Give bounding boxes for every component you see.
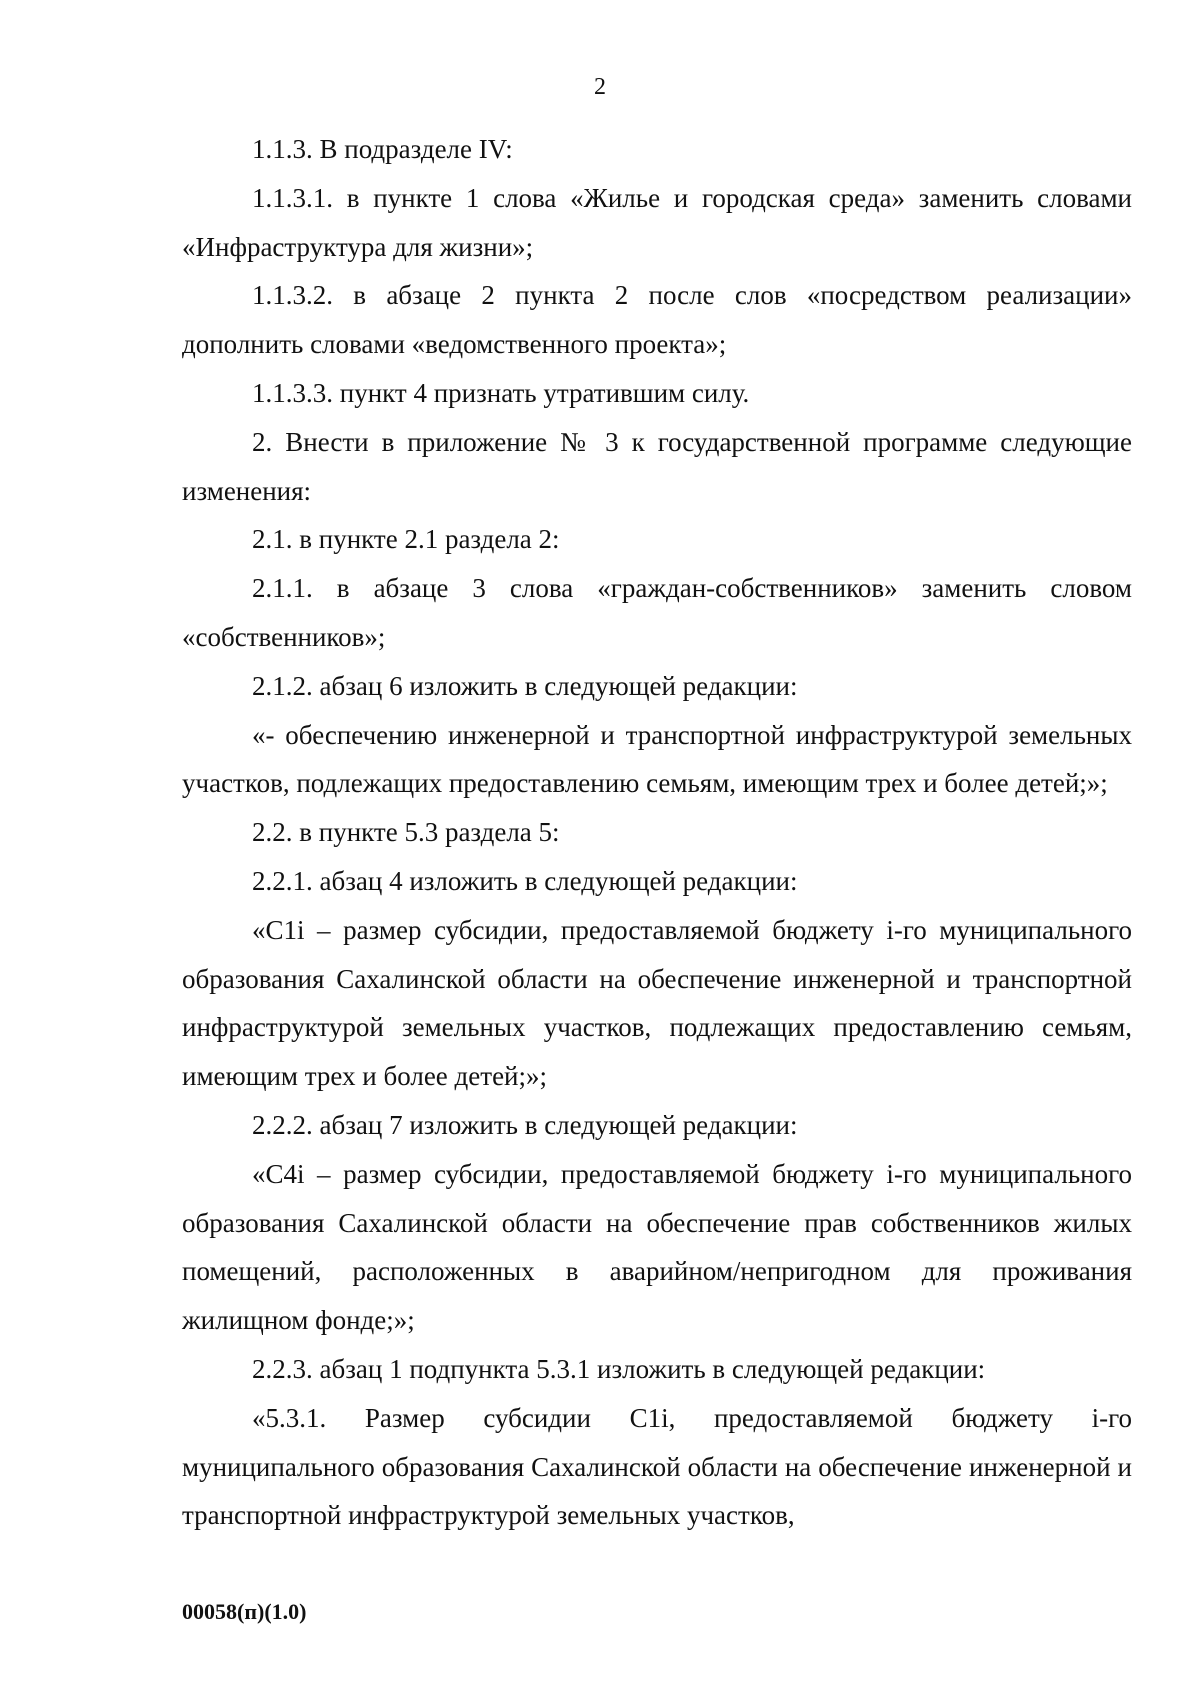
- paragraph-2-1-1: 2.1.1. в абзаце 3 слова «граждан-собственников» заменить словом «собственников»;: [182, 573, 1132, 652]
- paragraph-2: 2. Внести в приложение № 3 к государственной программе следующие изменения:: [182, 426, 1132, 506]
- paragraph-2-1-2: 2.1.2. абзац 6 изложить в следующей редакции:: [252, 670, 798, 701]
- paragraph-1-1-3-2: 1.1.3.2. в абзаце 2 пункта 2 после слов «посредством реализации» дополнить словами «ведомственного проекта»;: [182, 280, 1132, 360]
- paragraph-2-2-2: 2.2.2. абзац 7 изложить в следующей редакции:: [252, 1109, 798, 1140]
- quote-c4i-definition: «С4i – размер субсидии, предоставляемой бюджету i-го муниципального образования Сахалинской области на обеспечение прав собственников жилых помещений, расположенных в аварийном/непригодном для проживания жилищном фонде;»;: [182, 1158, 1132, 1336]
- paragraph-2-2-3: 2.2.3. абзац 1 подпункта 5.3.1 изложить в следующей редакции:: [252, 1353, 986, 1384]
- document-code: 00058(п)(1.0): [182, 1599, 307, 1624]
- paragraph-2-1: 2.1. в пункте 2.1 раздела 2:: [252, 524, 560, 555]
- paragraph-1-1-3: 1.1.3. В подразделе IV:: [252, 134, 513, 164]
- quote-5-3-1: «5.3.1. Размер субсидии С1i, предоставляемой бюджету i-го муниципального образования Сахалинской области на обеспечение инженерной и транспортной инфраструктурой земельных участков,: [182, 1402, 1132, 1531]
- paragraph-1-1-3-1: 1.1.3.1. в пункте 1 слова «Жилье и городская среда» заменить словами «Инфраструктура для жизни»;: [182, 182, 1132, 262]
- paragraph-1-1-3-3: 1.1.3.3. пункт 4 признать утратившим силу.: [252, 377, 750, 408]
- page-number: 2: [594, 74, 606, 100]
- paragraph-2-2: 2.2. в пункте 5.3 раздела 5:: [252, 817, 560, 848]
- quote-abzac-6: «- обеспечению инженерной и транспортной инфраструктурой земельных участков, подлежащих предоставлению семьям, имеющим трех и более детей;»;: [182, 719, 1132, 799]
- quote-c1i-definition: «С1i – размер субсидии, предоставляемой бюджету i-го муниципального образования Сахалинской области на обеспечение инженерной и транспортной инфраструктурой земельных участков, подлежащих предоставлению семьям, имеющим трех и более детей;»;: [182, 914, 1132, 1092]
- paragraph-2-2-1: 2.2.1. абзац 4 изложить в следующей редакции:: [252, 865, 798, 896]
- document-body: [182, 125, 1132, 1540]
